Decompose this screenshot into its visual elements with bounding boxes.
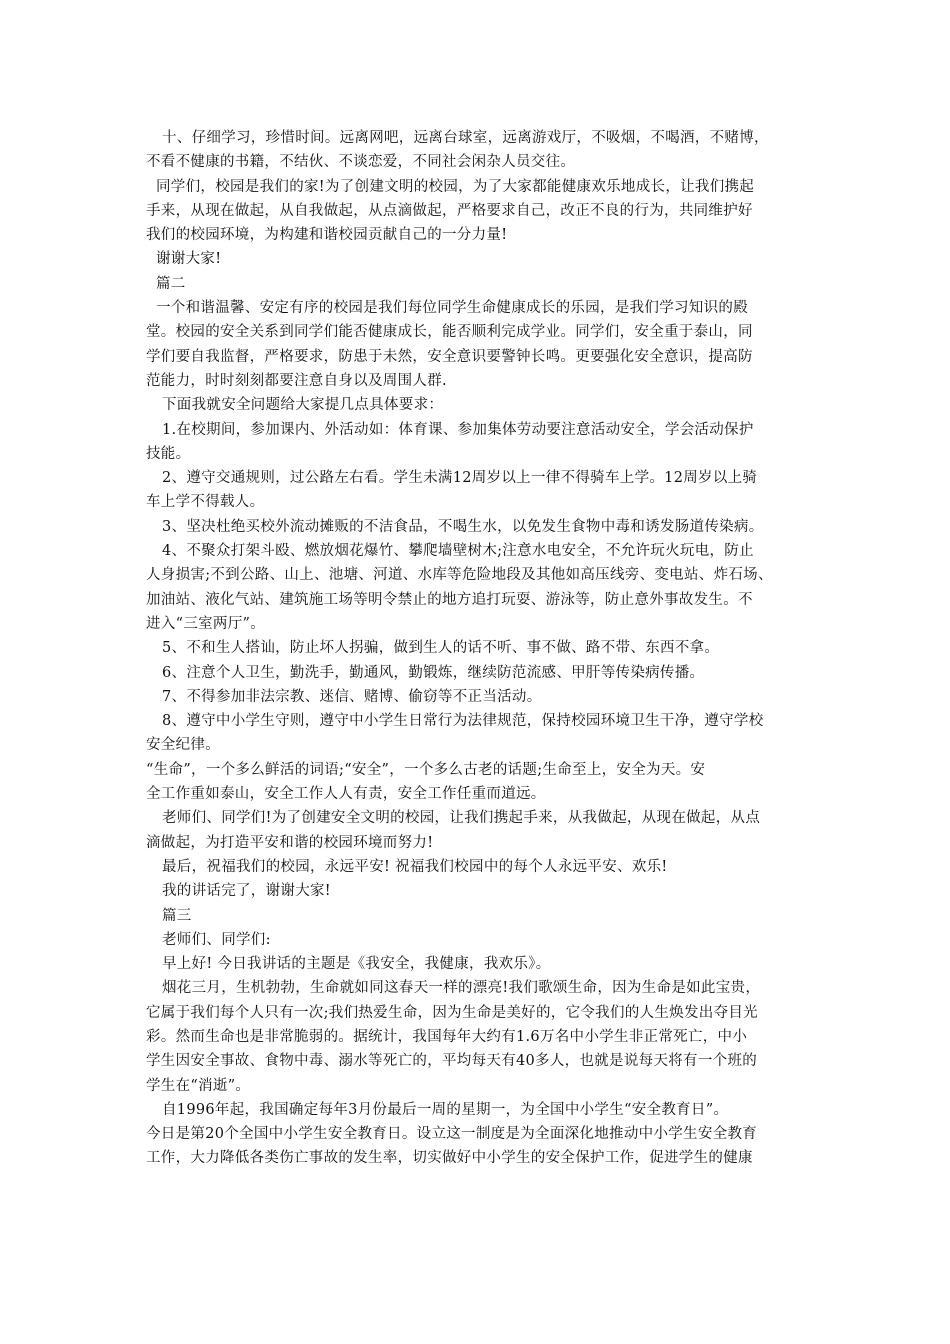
text-line: “生命”，一个多么鲜活的词语;“安全”，一个多么古老的话题;生命至上，安全为天。安 [146, 761, 706, 778]
text-line: 滴做起，为打造平安和谐的校园环境而努力! [146, 834, 434, 851]
list-item: 6、注意个人卫生，勤洗手，勤通风，勤锻炼，继续防范流感、甲肝等传染病传播。 [162, 664, 705, 681]
text-line: 全工作重如泰山，安全工作人人有责，安全工作任重而道远。 [146, 786, 546, 803]
text-line: 早上好! 今日我讲话的主题是《我安全，我健康，我欢乐》。 [162, 956, 551, 973]
text-line: 学生因安全事故、食物中毒、溺水等死亡的，平均每天有40多人，也就是说每天将有一个班的 [146, 1053, 758, 1070]
list-item: 4、不聚众打架斗殴、燃放烟花爆竹、攀爬墙壁树木;注意水电安全，不允许玩火玩电，防止 [162, 543, 754, 560]
text-line: 安全纪律。 [146, 737, 220, 754]
text-line: 一个和谐温馨、安定有序的校园是我们每位同学生命健康成长的乐园，是我们学习知识的殿 [156, 300, 748, 317]
text-line: 进入“三室两厅”。 [146, 615, 266, 632]
text-line: 今日是第20个全国中小学生安全教育日。设立这一制度是为全面深化地推动中小学生安全教育 [146, 1126, 758, 1143]
text-line: 下面我就安全问题给大家提几点具体要求： [162, 397, 444, 414]
text-line: 最后，祝福我们的校园，永远平安! 祝福我们校园中的每个人永远平安、欢乐! [162, 858, 668, 875]
text-line: 谢谢大家! [156, 251, 222, 268]
section-heading: 篇二 [156, 275, 186, 292]
text-line: 堂。校园的安全关系到同学们能否健康成长，能否顺利完成学业。同学们，安全重于泰山，同 [146, 324, 753, 341]
text-line: 加油站、液化气站、建筑施工场等明令禁止的地方追打玩耍、游泳等，防止意外事故发生。不 [146, 591, 753, 608]
text-line: 自1996年起，我国确定每年3月份最后一周的星期一，为全国中小学生“安全教育日”。 [162, 1101, 729, 1118]
text-line: 范能力，时时刻刻都要注意自身以及周围人群. [146, 372, 447, 389]
list-item: 2、遵守交通规则，过公路左右看。学生未满12周岁以上一律不得骑车上学。12周岁以上骑 [162, 470, 758, 487]
text-line: 手来，从现在做起，从自我做起，从点滴做起，严格要求自己，改正不良的行为，共同维护好 [146, 202, 753, 219]
text-line: 我的讲话完了，谢谢大家! [162, 883, 331, 900]
text-line: 老师们、同学们: [162, 931, 271, 948]
list-item: 8、遵守中小学生守则，遵守中小学生日常行为法律规范，保持校园环境卫生干净，遵守学校 [162, 713, 764, 730]
text-line: 工作，大力降低各类伤亡事故的发生率，切实做好中小学生的安全保护工作，促进学生的健康 [146, 1150, 753, 1167]
text-line: 技能。 [146, 445, 191, 462]
text-line: 同学们，校园是我们的家!为了创建文明的校园，为了大家都能健康欢乐地成长，让我们携起 [156, 178, 755, 195]
text-line: 烟花三月，生机勃勃，生命就如同这春天一样的漂亮!我们歌颂生命，因为生命是如此宝贵， [162, 980, 761, 997]
text-line: 人身损害;不到公路、山上、池塘、河道、水库等危险地段及其他如高压线旁、变电站、炸石场、 [146, 567, 773, 584]
section-heading: 篇三 [162, 907, 192, 924]
text-line: 学们要自我监督，严格要求，防患于未然，安全意识要警钟长鸣。更要强化安全意识，提高防 [146, 348, 753, 365]
text-line: 老师们、同学们!为了创建安全文明的校园，让我们携起手来，从我做起，从现在做起，从点 [162, 810, 761, 827]
list-item: 3、坚决杜绝买校外流动摊贩的不洁食品，不喝生水，以免发生食物中毒和诱发肠道传染病。 [162, 518, 764, 535]
document-body [146, 126, 810, 1171]
text-line: 十、仔细学习，珍惜时间。远离网吧，远离台球室，远离游戏厅，不吸烟，不喝酒，不赌博， [162, 130, 769, 146]
text-line: 不看不健康的书籍，不结伙、不谈恋爱，不同社会闲杂人员交往。 [146, 154, 576, 171]
list-item: 5、不和生人搭讪，防止坏人拐骗，做到生人的话不听、事不做、路不带、东西不拿。 [162, 640, 720, 657]
text-line: 车上学不得载人。 [146, 494, 265, 511]
text-line: 彩。然而生命也是非常脆弱的。据统计，我国每年大约有1.6万名中小学生非正常死亡，中小 [146, 1028, 748, 1045]
list-item: 7、不得参加非法宗教、迷信、赌博、偷窃等不正当活动。 [162, 688, 542, 705]
text-line: 学生在“消逝”。 [146, 1077, 251, 1094]
text-line: 它属于我们每个人只有一次;我们热爱生命，因为生命是美好的，它令我们的人生焕发出夺目光 [146, 1004, 758, 1021]
list-item: 1.在校期间，参加课内、外活动如：体育课、参加集体劳动要注意活动安全，学会活动保护 [162, 421, 754, 438]
text-line: 我们的校园环境，为构建和谐校园贡献自己的一分力量! [146, 227, 508, 244]
